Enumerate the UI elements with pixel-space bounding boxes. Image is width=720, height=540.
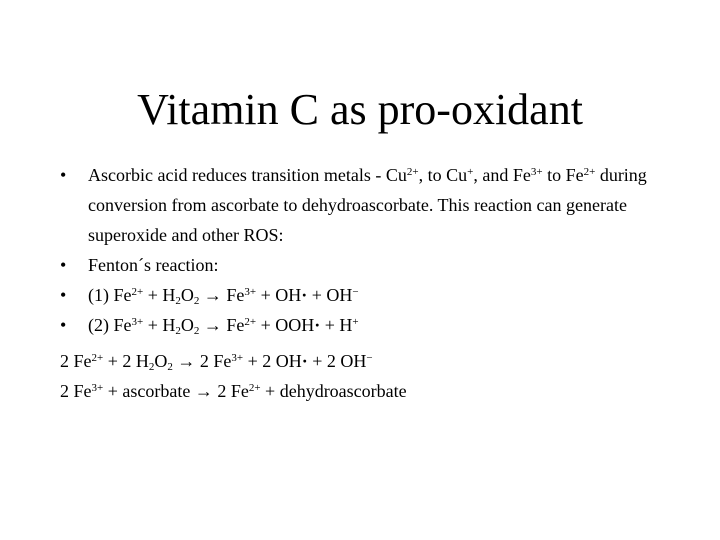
ros-term: ROS bbox=[243, 225, 279, 245]
equation-line-1: 2 $Fe^{2+} + 2$ $H_2O_2 \to 2$ $Fe^{3+} + 2$ OH· + 2 OH− bbox=[60, 351, 373, 374]
bullet-text: Fenton´s reaction: bbox=[88, 255, 219, 275]
equations-block bbox=[60, 346, 680, 406]
bullet-item-ascorbic-acid bbox=[60, 160, 680, 250]
bullet-text: (1) $Fe^{2+} + H_2O_2 \to Fe^{3+} + OH\cdot + OH^-$ bbox=[88, 285, 359, 308]
bullet-item-reaction-2 bbox=[60, 310, 680, 340]
bullet-text: (2) $Fe^{3+} + H_2O_2 \to Fe^{2+} + OOH\cdot + H^+$ bbox=[88, 315, 359, 338]
bullet-marker: • bbox=[60, 285, 67, 305]
bullet-list bbox=[60, 160, 680, 340]
bullet-marker: • bbox=[60, 255, 67, 275]
bullet-text: Ascorbic acid reduces transition metals - $Cu^{2+}$, to Cu+, and $Fe^{3+}$ to $Fe^{2+}$ during conversion from ascorbate to dehydroascorbate. This reaction can generate superoxide and other ROS: bbox=[88, 165, 647, 245]
equation-line-2: 2 $Fe^{3+}$ + ascorbate → 2 $Fe^{2+}$ + dehydroascorbate bbox=[60, 381, 407, 401]
slide-title: Vitamin C as pro-oxidant bbox=[137, 85, 583, 134]
bullet-item-reaction-1 bbox=[60, 280, 680, 310]
bullet-item-fenton bbox=[60, 250, 680, 280]
bullet-marker: • bbox=[60, 165, 67, 185]
bullet-marker: • bbox=[60, 315, 67, 335]
